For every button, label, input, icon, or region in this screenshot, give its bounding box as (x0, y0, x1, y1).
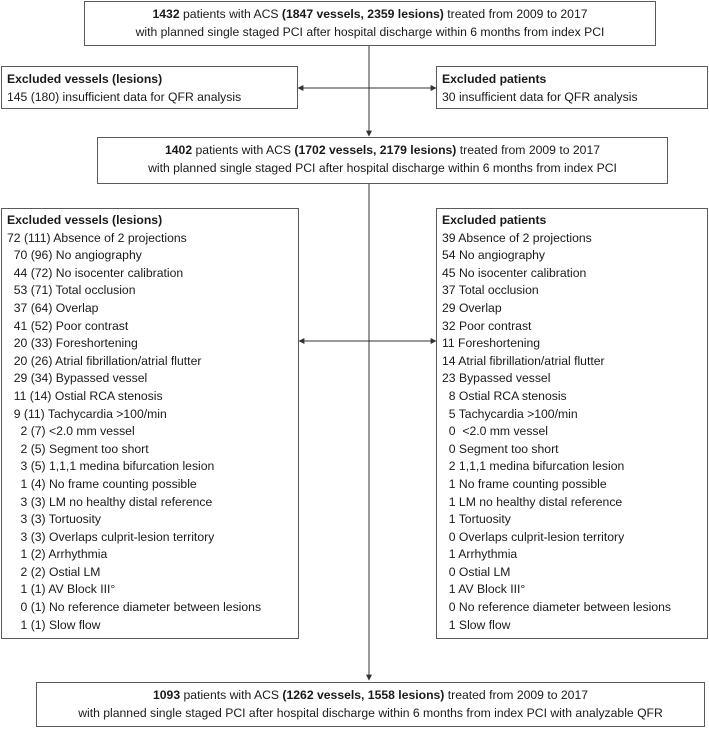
excluded-vessels-reason-item: 44 (72) No isocenter calibration (7, 265, 184, 280)
intermediate-cohort-text: patients with ACS (192, 143, 295, 157)
intermediate-cohort-vessels-lesions: (1702 vessels, 2179 lesions) (294, 143, 457, 157)
excluded-patients-reason-item: 45 No isocenter calibration (442, 265, 587, 280)
excluded-patients-reason-item: 0 No reference diameter between lesions (442, 600, 671, 615)
excluded-patients-reason-item: 1 LM no healthy distal reference (442, 494, 623, 509)
excluded-vessels-reason-item: 9 (11) Tachycardia >100/min (7, 406, 167, 421)
excluded-vessels-reason-item: 37 (64) Overlap (7, 300, 99, 315)
excluded-vessels-reason-item: 1 (1) AV Block III° (7, 582, 116, 597)
excluded-vessels-reason-item: 2 (2) Ostial LM (7, 564, 101, 579)
first-excluded-patients-text: 30 insufficient data for QFR analysis (442, 90, 638, 104)
second-excluded-vessels-list (7, 230, 298, 635)
initial-cohort-line-2: with planned single staged PCI after hospital discharge within 6 months from index PCI (135, 25, 605, 39)
final-cohort-period: treated from 2009 to 2017 (444, 688, 588, 702)
final-cohort-vessels-lesions: (1262 vessels, 1558 lesions) (282, 688, 445, 702)
initial-cohort-count: 1432 (152, 7, 180, 21)
excluded-vessels-reason-item: 11 (14) Ostial RCA stenosis (7, 388, 163, 403)
excluded-patients-reason-item: 32 Poor contrast (442, 318, 532, 333)
excluded-vessels-reason-item: 70 (96) No angiography (7, 248, 142, 263)
first-excluded-vessels-text: 145 (180) insufficient data for QFR analysis (7, 90, 242, 104)
excluded-patients-reason-item: 37 Total occlusion (442, 283, 539, 298)
excluded-vessels-reason-item: 3 (5) 1,1,1 medina bifurcation lesion (7, 459, 215, 474)
excluded-vessels-reason-item: 0 (1) No reference diameter between lesions (7, 600, 262, 615)
excluded-vessels-reason-item: 1 (1) Slow flow (7, 617, 101, 632)
excluded-vessels-reason-item: 3 (3) LM no healthy distal reference (7, 494, 213, 509)
excluded-vessels-reason-item: 20 (33) Foreshortening (7, 336, 138, 351)
excluded-vessels-reason-item: 72 (111) Absence of 2 projections (7, 230, 187, 245)
first-excluded-patients-box (436, 66, 708, 109)
excluded-patients-reason-item: 0 Ostial LM (442, 564, 511, 579)
initial-cohort-period: treated from 2009 to 2017 (443, 7, 588, 21)
excluded-patients-reason-item: 8 Ostial RCA stenosis (442, 388, 567, 403)
final-cohort-box (36, 682, 705, 727)
first-excluded-vessels-box (1, 66, 298, 109)
intermediate-cohort-period: treated from 2009 to 2017 (456, 143, 600, 157)
excluded-vessels-reason-item: 1 (4) No frame counting possible (7, 476, 197, 491)
excluded-patients-reason-item: 54 No angiography (442, 248, 545, 263)
excluded-patients-reason-item: 23 Bypassed vessel (442, 371, 551, 386)
excluded-patients-reason-item: 29 Overlap (442, 300, 502, 315)
excluded-vessels-reason-item: 53 (71) Total occlusion (7, 283, 136, 298)
excluded-vessels-reason-item: 3 (3) Overlaps culprit-lesion territory (7, 529, 215, 544)
excluded-patients-reason-item: 0 Overlaps culprit-lesion territory (442, 529, 625, 544)
first-excluded-vessels-title: Excluded vessels (lesions) (7, 72, 163, 86)
intermediate-cohort-line-2: with planned single staged PCI after hospital discharge within 6 months from index PCI (148, 161, 617, 175)
excluded-patients-reason-item: 0 Segment too short (442, 441, 559, 456)
excluded-vessels-reason-item: 2 (7) <2.0 mm vessel (7, 424, 135, 439)
excluded-patients-reason-item: 1 Tortuosity (442, 512, 511, 527)
excluded-patients-reason-item: 1 Slow flow (442, 617, 511, 632)
second-excluded-patients-box (436, 208, 708, 639)
excluded-patients-reason-item: 0 <2.0 mm vessel (442, 424, 549, 439)
second-excluded-vessels-box (1, 208, 299, 639)
excluded-vessels-reason-item: 41 (52) Poor contrast (7, 318, 129, 333)
excluded-patients-reason-item: 14 Atrial fibrillation/atrial flutter (442, 353, 605, 368)
excluded-vessels-reason-item: 3 (3) Tortuosity (7, 512, 101, 527)
excluded-patients-reason-item: 2 1,1,1 medina bifurcation lesion (442, 459, 625, 474)
excluded-vessels-reason-item: 20 (26) Atrial fibrillation/atrial flutter (7, 353, 202, 368)
second-excluded-patients-title: Excluded patients (442, 213, 547, 227)
final-cohort-count: 1093 (153, 688, 181, 702)
excluded-patients-reason-item: 1 Arrhythmia (442, 547, 518, 562)
intermediate-cohort-line-1 (98, 141, 667, 159)
excluded-patients-reason-item: 5 Tachycardia >100/min (442, 406, 578, 421)
second-excluded-patients-list (442, 230, 707, 635)
final-cohort-text: patients with ACS (180, 688, 283, 702)
excluded-patients-reason-item: 1 AV Block III° (442, 582, 526, 597)
intermediate-cohort-count: 1402 (165, 143, 193, 157)
excluded-patients-reason-item: 39 Absence of 2 projections (442, 230, 592, 245)
excluded-vessels-reason-item: 2 (5) Segment too short (7, 441, 149, 456)
excluded-patients-reason-item: 11 Foreshortening (442, 336, 541, 351)
initial-cohort-box (84, 1, 656, 46)
excluded-patients-reason-item: 1 No frame counting possible (442, 476, 607, 491)
second-excluded-vessels-title: Excluded vessels (lesions) (7, 213, 163, 227)
excluded-vessels-reason-item: 29 (34) Bypassed vessel (7, 371, 148, 386)
initial-cohort-text: patients with ACS (179, 7, 282, 21)
intermediate-cohort-box (97, 137, 668, 184)
final-cohort-line-2: with planned single staged PCI after hospital discharge within 6 months from index PCI with analyzable QFR (78, 706, 663, 720)
excluded-vessels-reason-item: 1 (2) Arrhythmia (7, 547, 108, 562)
initial-cohort-vessels-lesions: (1847 vessels, 2359 lesions) (281, 7, 444, 21)
final-cohort-line-1 (37, 686, 704, 704)
initial-cohort-line-1 (85, 5, 655, 23)
first-excluded-patients-title: Excluded patients (442, 72, 547, 86)
